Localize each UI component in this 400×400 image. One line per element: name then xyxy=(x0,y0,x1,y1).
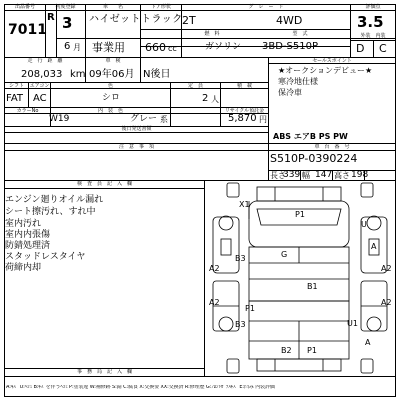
int-grade: C xyxy=(379,42,387,55)
mark-a2-bl: A2 xyxy=(209,298,220,307)
inspection: 09年06月 xyxy=(89,69,135,80)
equipment: ABS エアB PS PW xyxy=(273,132,348,141)
mark-a-bottom: A xyxy=(365,338,371,347)
lot-number: 7011 xyxy=(8,22,47,38)
mark-b1: B1 xyxy=(307,282,318,291)
chassis-label: 車 台 番 号 xyxy=(314,144,350,150)
era-mark: R xyxy=(47,12,55,23)
usage: 事業用 xyxy=(92,41,125,54)
capacity-unit: 人 xyxy=(211,95,219,104)
mark-p1-top: P1 xyxy=(295,210,305,219)
reg-label: 初度登録 xyxy=(55,4,76,10)
int-color-unit: 系 xyxy=(160,115,168,124)
mark-a2-right2: A2 xyxy=(381,298,392,307)
ac: AC xyxy=(33,93,47,104)
displacement: 660 xyxy=(145,41,166,54)
door: 2T xyxy=(182,14,196,27)
score-label: 評価点 xyxy=(365,4,381,10)
capacity-label: 定 員 xyxy=(187,83,203,89)
ext-grade: D xyxy=(356,42,365,55)
color-no-label: カラーNo xyxy=(16,108,39,114)
inspector-line-3: 室内汚れ xyxy=(5,219,42,229)
shift-label: シフト xyxy=(8,83,24,89)
color: シロ xyxy=(102,93,121,103)
int-color: グレー xyxy=(130,114,158,124)
model-label: 型 式 xyxy=(292,31,308,37)
mark-x1: X1 xyxy=(239,200,250,209)
width: 147 xyxy=(315,170,333,180)
mark-a2-right: A2 xyxy=(381,264,392,273)
yen-unit: 円 xyxy=(259,115,267,124)
grade-label: グ レ ー ド xyxy=(248,4,284,10)
mark-p1-mid: P1 xyxy=(245,304,255,313)
later-docs-label: 後日発送書類 xyxy=(121,126,152,132)
footer-legend: A:ｷｽﾞ U:ﾍｺﾐ B:ｷｽﾞを伴うﾍｺﾐ P:塗装違 W:補修跡 S:錆 C:腐食 X:交換要 XX:交換済 R:修理歴 G:ﾌﾛﾝﾄｶﾞﾗｽｷｽﾞ E:凹み 内装評価 xyxy=(6,385,275,390)
inspector-line-7: 荷締内却 xyxy=(5,263,42,273)
score: 3.5 xyxy=(357,13,384,31)
inspector-line-6: スタッドレスタイヤ xyxy=(5,252,86,262)
reg-month: 6 xyxy=(64,41,71,52)
inspector-line-4: 室内内張傷 xyxy=(5,230,51,240)
fuel-label: 燃 料 xyxy=(204,31,220,37)
height: 198 xyxy=(351,170,369,180)
mark-g: G xyxy=(281,250,288,259)
color-no: W19 xyxy=(49,114,70,124)
notes-label: 注 意 事 項 xyxy=(118,144,154,150)
grade: 4WD xyxy=(276,14,303,27)
name-label: 車 名 xyxy=(102,4,123,10)
mark-a2-left: A2 xyxy=(209,264,220,273)
recycle-fee: 5,870 xyxy=(228,113,257,124)
door-label: ドア形状 xyxy=(151,4,171,10)
inspector-line-1: エンジン廻りオイル漏れ xyxy=(5,195,104,205)
shift: FAT xyxy=(6,93,24,104)
mileage: 208,033 xyxy=(21,69,63,80)
length-label: 長さ xyxy=(270,171,286,180)
reg-year: 3 xyxy=(62,14,73,32)
recycle-fee-label: リサイクル預託金 xyxy=(224,108,265,114)
mark-p1-bot: P1 xyxy=(307,346,317,355)
reg-month-unit: 月 xyxy=(73,43,81,52)
load-label: 積 載 xyxy=(236,83,252,89)
point-item-3: 保冷車 xyxy=(278,88,302,97)
mark-a: A xyxy=(371,242,377,251)
mileage-label: 走 行 距 離 xyxy=(27,58,63,64)
lot-label: 出品番号 xyxy=(14,4,35,10)
mark-b3-bottom: B3 xyxy=(235,320,246,329)
mileage-unit: km xyxy=(70,69,86,80)
color-label: 色 xyxy=(107,83,113,89)
chassis-number: S510P-0390224 xyxy=(270,152,358,165)
height-label: 高さ xyxy=(334,171,350,180)
inspector-label: 検 査 員 記 入 欄 xyxy=(76,181,132,187)
recycle-note: N後日 xyxy=(143,69,171,80)
car-name: ハイゼットトラック xyxy=(89,14,183,25)
inspector-line-5: 防錆処理済 xyxy=(5,241,51,251)
inspection-label: 車 検 xyxy=(105,58,121,64)
int-color-label: 内 装 色 xyxy=(97,108,123,114)
ext-int-label: 外装 内装 xyxy=(360,33,386,39)
mark-b2: B2 xyxy=(281,346,292,355)
cc-unit: cc xyxy=(168,44,177,53)
point-item-1: ★オークションデビュー★ xyxy=(278,66,373,75)
model: 3BD-S510P xyxy=(262,41,318,52)
points-label: セールスポイント xyxy=(312,58,352,64)
capacity: 2 xyxy=(202,93,209,104)
width-label: 幅 xyxy=(302,171,310,180)
length: 339 xyxy=(283,170,301,180)
ac-label: エアコン xyxy=(29,83,50,89)
point-item-2: 寒冷地仕様 xyxy=(278,77,318,86)
mark-b3-left: B3 xyxy=(235,254,246,263)
fuel: ガソリン xyxy=(205,42,242,52)
vehicle-diagram xyxy=(205,181,395,376)
inspector-line-2: シート擦汚れ、すれ中 xyxy=(5,207,96,217)
mark-u: U xyxy=(361,220,367,229)
office-label: 事 務 局 記 入 欄 xyxy=(76,369,132,375)
mark-u1: U1 xyxy=(347,319,358,328)
